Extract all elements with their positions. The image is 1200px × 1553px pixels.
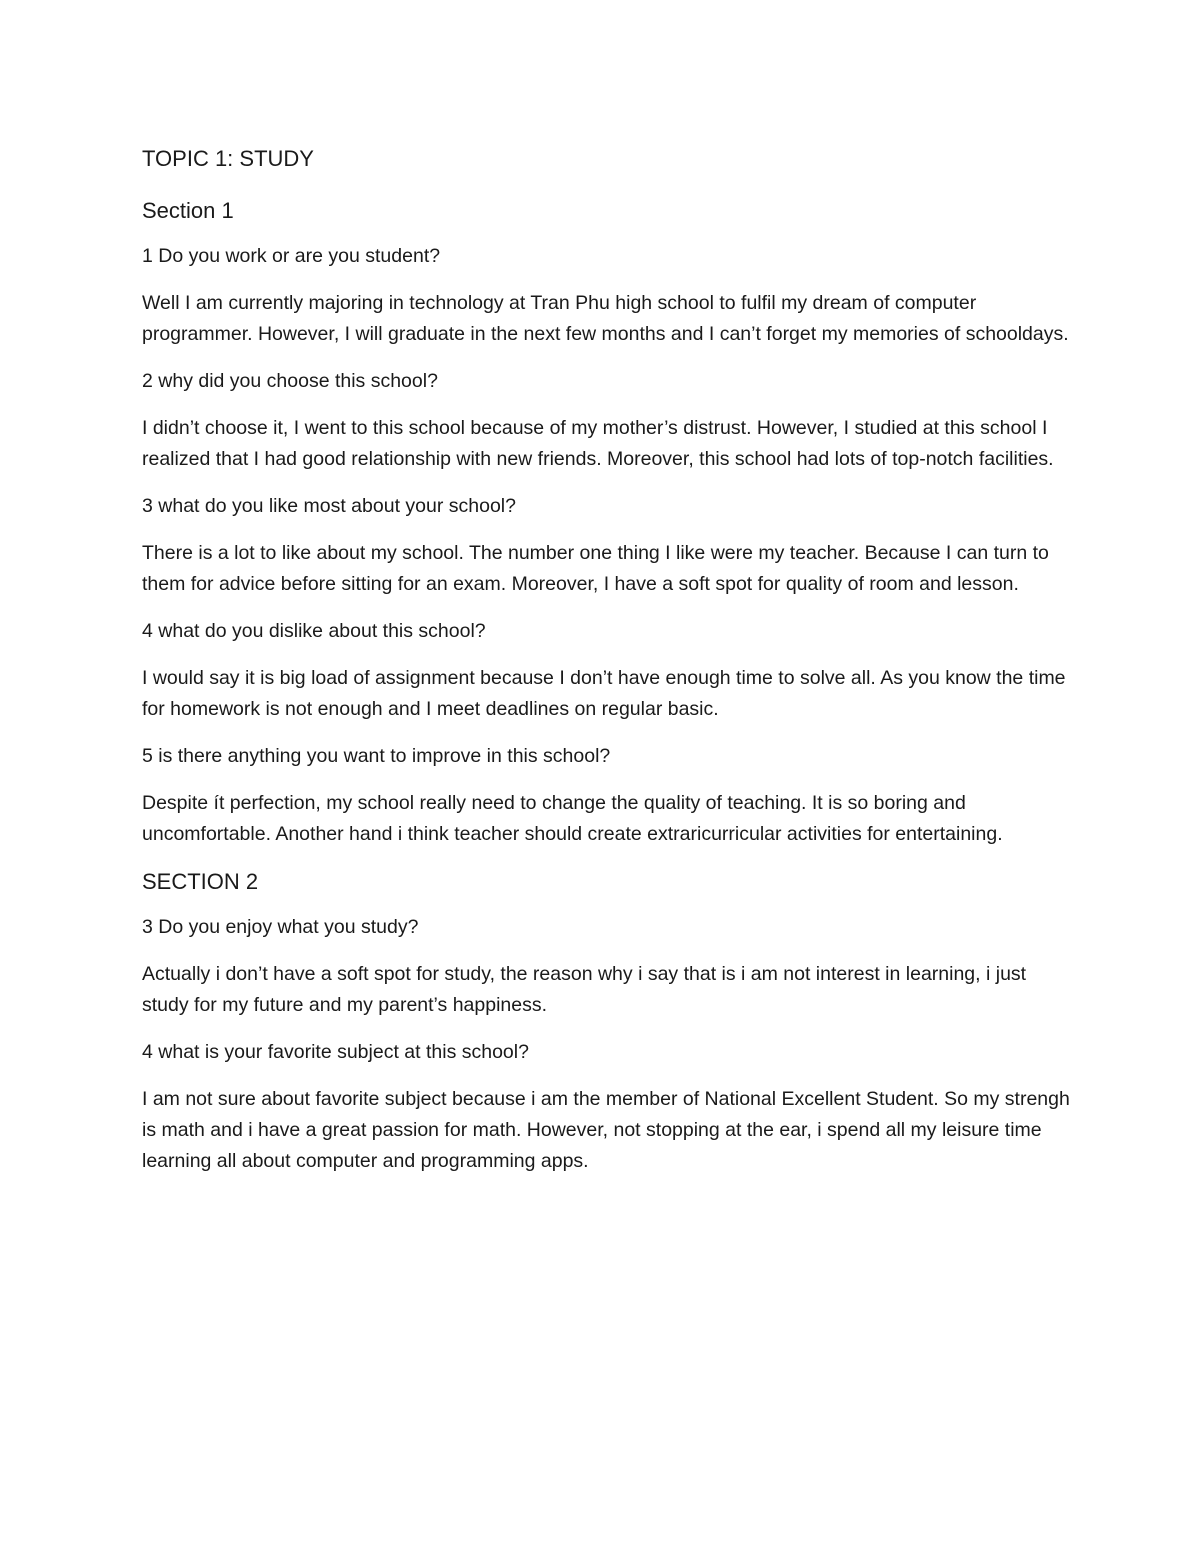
section-heading: SECTION 2 [142,869,259,894]
answer-text: There is a lot to like about my school. The number one thing I like were my teacher. Because I can turn to them for advice before sitting for an exam. Moreover, I have a soft spot for quality of room and lesson. [142,542,1049,595]
question-text: 2 why did you choose this school? [142,370,438,392]
answer-text: Despite ít perfection, my school really need to change the quality of teaching. It is so boring and uncomfortable. Another hand i think teacher should create extraricurricular activities for entertaining. [142,792,1003,845]
answer-text: Well I am currently majoring in technology at Tran Phu high school to fulfil my dream of computer programmer. However, I will graduate in the next few months and I can’t forget my memories of schooldays. [142,292,1069,345]
section-heading: Section 1 [142,198,234,223]
question-text: 1 Do you work or are you student? [142,245,441,267]
answer-text: I am not sure about favorite subject because i am the member of National Excellent Student. So my strengh is math and i have a great passion for math. However, not stopping at the ear, i spend all my leisure time learning all about computer and programming apps. [142,1088,1070,1172]
document-title: TOPIC 1: STUDY [142,146,314,171]
question-text: 3 Do you enjoy what you study? [142,916,419,938]
question-text: 4 what is your favorite subject at this school? [142,1041,529,1063]
document-body [142,143,1072,1193]
section-1 [142,195,1072,850]
section-2 [142,866,1072,1177]
question-text: 5 is there anything you want to improve in this school? [142,745,611,767]
answer-text: Actually i don’t have a soft spot for study, the reason why i say that is i am not interest in learning, i just study for my future and my parent’s happiness. [142,963,1027,1016]
answer-text: I would say it is big load of assignment because I don’t have enough time to solve all. As you know the time for homework is not enough and I meet deadlines on regular basic. [142,667,1066,720]
answer-text: I didn’t choose it, I went to this school because of my mother’s distrust. However, I studied at this school I realized that I had good relationship with new friends. Moreover, this school had lots of top-notch facilities. [142,417,1054,470]
question-text: 4 what do you dislike about this school? [142,620,486,642]
question-text: 3 what do you like most about your school? [142,495,516,517]
